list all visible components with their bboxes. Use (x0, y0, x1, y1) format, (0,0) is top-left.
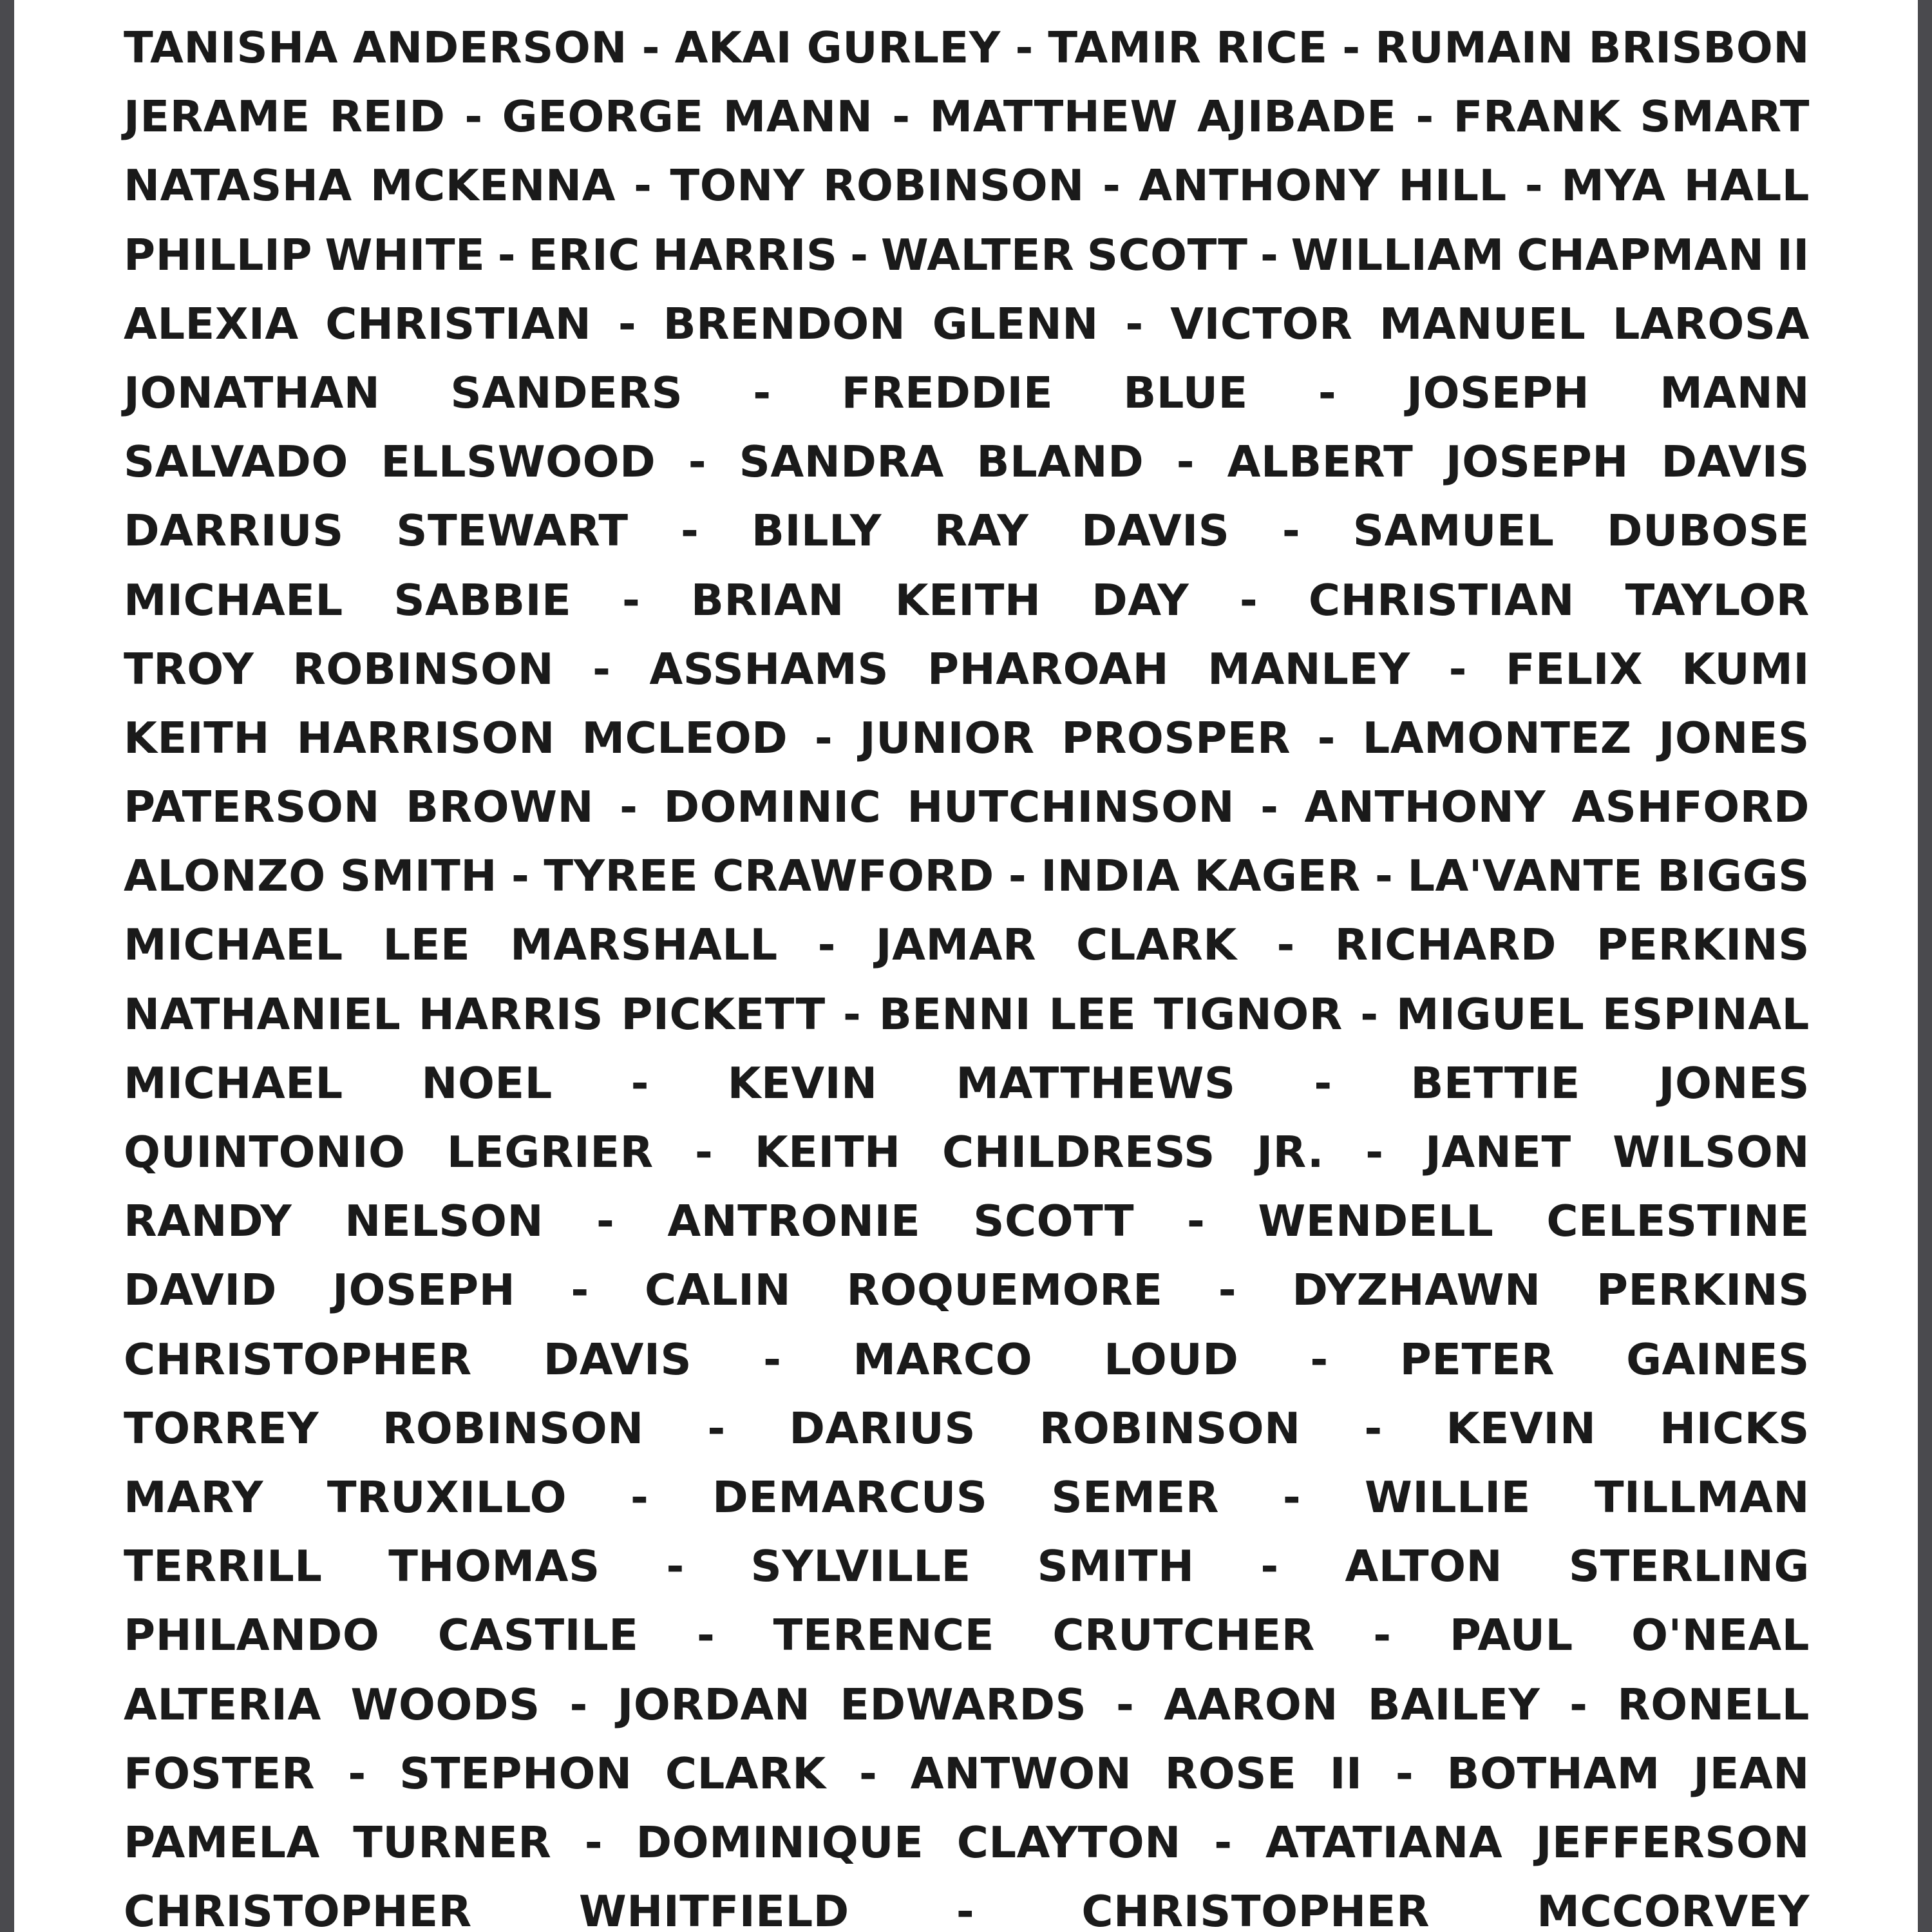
name-word: RAY (934, 506, 1029, 556)
name-word: ANTRONIE (667, 1196, 921, 1247)
name-word: LAROSA (1612, 298, 1810, 349)
name-word: KEITH (124, 712, 270, 763)
name-word: RICE (1216, 23, 1328, 73)
name-separator: - (681, 506, 699, 556)
name-word: CLARK (1075, 920, 1237, 971)
name-word: JONATHAN (124, 367, 381, 418)
name-word: DEMARCUS (712, 1472, 988, 1522)
name-word: CHRISTOPHER (1081, 1886, 1430, 1932)
name-word: CHAPMAN (1517, 229, 1765, 280)
name-separator: - (666, 1541, 685, 1592)
name-separator: - (1008, 851, 1027, 902)
name-word: SAMUEL (1352, 506, 1555, 556)
name-word: KUMI (1681, 643, 1810, 694)
name-word: MICHAEL (124, 1057, 343, 1108)
name-word: WHITFIELD (578, 1886, 849, 1932)
name-line (124, 91, 1810, 160)
name-separator: - (956, 1886, 975, 1932)
name-word: HALL (1683, 160, 1810, 211)
name-word: THOMAS (388, 1541, 600, 1592)
name-line (124, 850, 1810, 919)
name-separator: - (696, 1610, 715, 1661)
name-word: BOTHAM (1446, 1748, 1660, 1799)
name-word: DOMINIQUE (636, 1817, 924, 1868)
name-word: EDWARDS (840, 1679, 1087, 1730)
name-word: BRIAN (690, 574, 844, 625)
name-word: BAILEY (1367, 1679, 1540, 1730)
name-word: HARRIS (652, 229, 838, 280)
name-word: TERENCE (773, 1610, 994, 1661)
name-separator: - (1116, 1679, 1135, 1730)
name-word: TONY (670, 160, 805, 211)
name-word: AARON (1164, 1679, 1338, 1730)
name-separator: - (1365, 1127, 1384, 1177)
name-separator: - (620, 782, 638, 833)
name-word: CHRISTIAN (1308, 574, 1575, 625)
name-separator: - (1364, 1403, 1383, 1454)
name-separator: - (1214, 1817, 1233, 1868)
name-separator: - (511, 851, 530, 902)
left-page-edge (0, 0, 14, 1932)
name-word: AKAI (674, 23, 793, 73)
name-word: RICHARD (1334, 920, 1557, 971)
name-separator: - (1395, 1748, 1414, 1799)
name-word: KEITH (895, 574, 1041, 625)
name-word: DAVIS (1661, 437, 1810, 488)
name-line (124, 1195, 1810, 1264)
name-separator: - (1102, 160, 1121, 211)
name-word: WENDELL (1258, 1196, 1494, 1247)
name-word: ERIC (528, 229, 640, 280)
name-line (124, 1540, 1810, 1609)
name-word: LEGRIER (446, 1127, 654, 1177)
name-word: REID (329, 91, 446, 142)
name-separator: - (584, 1817, 603, 1868)
name-word: STEWART (396, 506, 629, 556)
name-word: TILLMAN (1594, 1472, 1810, 1522)
name-separator: - (464, 91, 483, 142)
name-word: TIGNOR (1153, 989, 1343, 1039)
name-word: BENNI (878, 989, 1032, 1039)
name-word: FRANK (1453, 91, 1621, 142)
name-word: BIGGS (1657, 851, 1810, 902)
name-word: JOSEPH (1445, 437, 1629, 488)
name-word: JEFFERSON (1535, 1817, 1810, 1868)
name-word: PHILANDO (124, 1610, 380, 1661)
name-separator: - (1360, 989, 1379, 1039)
name-word: TYREE (544, 851, 699, 902)
name-word: KEVIN (1446, 1403, 1596, 1454)
name-separator: - (1015, 23, 1034, 73)
name-word: TURNER (353, 1817, 552, 1868)
name-word: SMART (1640, 91, 1810, 142)
name-word: DYZHAWN (1292, 1265, 1541, 1316)
name-separator: - (1569, 1679, 1588, 1730)
name-word: BRISBON (1588, 23, 1810, 73)
name-word: VICTOR (1170, 298, 1353, 349)
name-word: MCCORVEY (1537, 1886, 1810, 1932)
name-line (124, 1748, 1810, 1817)
name-separator: - (1314, 1057, 1332, 1108)
name-word: CLARK (665, 1748, 826, 1799)
name-word: KEITH (754, 1127, 901, 1177)
name-word: FOSTER (124, 1748, 316, 1799)
name-word: CASTILE (437, 1610, 639, 1661)
name-word: PETER (1399, 1334, 1555, 1385)
name-line (124, 160, 1810, 229)
name-line (124, 1057, 1810, 1126)
name-word: KAGER (1194, 851, 1361, 902)
name-line (124, 1609, 1810, 1678)
name-word: MARCO (853, 1334, 1033, 1385)
name-word: HUTCHINSON (907, 782, 1235, 833)
name-word: MATTHEW (929, 91, 1179, 142)
name-line (124, 1264, 1810, 1333)
name-word: WALTER (880, 229, 1075, 280)
name-word: MCLEOD (582, 712, 788, 763)
name-word: ASSHAMS (649, 643, 889, 694)
name-word: ALBERT (1227, 437, 1414, 488)
name-line (124, 298, 1810, 367)
name-word: LOUD (1104, 1334, 1239, 1385)
name-line (124, 712, 1810, 781)
name-word: INDIA (1041, 851, 1180, 902)
name-separator: - (1448, 643, 1467, 694)
name-word: SCOTT (1086, 229, 1248, 280)
name-word: NATASHA (124, 160, 352, 211)
name-word: MATTHEWS (956, 1057, 1236, 1108)
name-separator: - (1125, 298, 1144, 349)
name-word: PATERSON (124, 782, 380, 833)
name-word: ANTHONY (1139, 160, 1381, 211)
name-separator: - (348, 1748, 366, 1799)
names-list (124, 22, 1810, 1932)
name-word: SCOTT (973, 1196, 1135, 1247)
name-separator: - (1260, 1541, 1279, 1592)
name-word: SEMER (1051, 1472, 1219, 1522)
name-separator: - (1310, 1334, 1329, 1385)
name-word: NOEL (421, 1057, 553, 1108)
name-word: LAMONTEZ (1362, 712, 1632, 763)
name-separator: - (763, 1334, 782, 1385)
name-separator: - (1276, 920, 1295, 971)
name-separator: - (641, 23, 660, 73)
name-word: JOSEPH (1406, 367, 1590, 418)
name-word: MANLEY (1208, 643, 1410, 694)
name-word: NATHANIEL (124, 989, 401, 1039)
name-word: MANN (723, 91, 873, 142)
name-word: DARIUS (789, 1403, 976, 1454)
name-word: JOSEPH (332, 1265, 516, 1316)
name-word: CALIN (644, 1265, 791, 1316)
name-word: WHITE (325, 229, 486, 280)
name-word: RUMAIN (1375, 23, 1574, 73)
name-word: DAVID (124, 1265, 277, 1316)
name-separator: - (892, 91, 911, 142)
name-word: FREDDIE (841, 367, 1054, 418)
name-word: HARRIS (418, 989, 603, 1039)
name-word: QUINTONIO (124, 1127, 406, 1177)
name-line (124, 643, 1810, 712)
name-line (124, 1679, 1810, 1748)
name-word: RANDY (124, 1196, 292, 1247)
name-separator: - (1187, 1196, 1206, 1247)
name-word: SYLVILLE (750, 1541, 971, 1592)
name-word: TRUXILLO (327, 1472, 567, 1522)
name-word: WOODS (350, 1679, 540, 1730)
name-word: HARRISON (296, 712, 555, 763)
name-line (124, 1403, 1810, 1472)
name-word: DAVIS (543, 1334, 692, 1385)
name-word: PROSPER (1061, 712, 1291, 763)
name-separator: - (569, 1679, 588, 1730)
name-word: LA'VANTE (1407, 851, 1643, 902)
name-line (124, 1126, 1810, 1195)
name-word: DARRIUS (124, 506, 344, 556)
name-separator: - (1524, 160, 1544, 211)
name-word: SMITH (339, 851, 497, 902)
name-separator: - (1282, 506, 1301, 556)
name-separator: - (1317, 712, 1336, 763)
name-word: ANDERSON (352, 23, 627, 73)
name-word: MYA (1561, 160, 1666, 211)
name-separator: - (571, 1265, 589, 1316)
name-word: ATATIANA (1265, 1817, 1503, 1868)
name-word: AJIBADE (1197, 91, 1397, 142)
name-separator: - (630, 1057, 649, 1108)
name-word: SANDERS (450, 367, 683, 418)
name-separator: - (596, 1196, 615, 1247)
name-word: ALONZO (124, 851, 326, 902)
name-separator: - (850, 229, 869, 280)
name-word: ALEXIA (124, 298, 299, 349)
name-word: JEAN (1693, 1748, 1810, 1799)
name-line (124, 574, 1810, 643)
name-separator: - (618, 298, 637, 349)
name-word: JORDAN (617, 1679, 811, 1730)
name-separator: - (630, 1472, 649, 1522)
name-word: ROBINSON (1039, 1403, 1301, 1454)
name-word: HILL (1398, 160, 1507, 211)
name-word: JAMAR (875, 920, 1037, 971)
name-line (124, 22, 1810, 91)
name-word: KEVIN (727, 1057, 878, 1108)
name-word: CELESTINE (1546, 1196, 1810, 1247)
name-separator: - (1218, 1265, 1237, 1316)
name-word: SABBIE (393, 574, 572, 625)
name-word: PICKETT (621, 989, 826, 1039)
name-line (124, 1334, 1810, 1403)
name-word: WILLIE (1365, 1472, 1531, 1522)
name-separator: - (634, 160, 652, 211)
name-word: MIGUEL (1396, 989, 1585, 1039)
name-word: ALTERIA (124, 1679, 321, 1730)
name-word: SALVADO (124, 437, 348, 488)
name-word: DAVIS (1081, 506, 1230, 556)
name-word: FELIX (1505, 643, 1643, 694)
name-word: NELSON (345, 1196, 544, 1247)
name-word: GLENN (932, 298, 1099, 349)
name-word: MICHAEL (124, 574, 343, 625)
name-word: HICKS (1660, 1403, 1810, 1454)
name-word: JUNIOR (859, 712, 1035, 763)
name-line (124, 1472, 1810, 1540)
name-line (124, 436, 1810, 505)
name-word: CRAWFORD (712, 851, 994, 902)
name-word: ASHFORD (1571, 782, 1810, 833)
name-word: MARSHALL (510, 920, 778, 971)
name-word: TAMIR (1048, 23, 1202, 73)
name-word: TROY (124, 643, 254, 694)
name-word: MARY (124, 1472, 263, 1522)
name-separator: - (497, 229, 516, 280)
name-line (124, 781, 1810, 850)
name-word: ROSE (1164, 1748, 1297, 1799)
name-separator: - (1260, 782, 1279, 833)
name-separator: - (1239, 574, 1258, 625)
name-word: CRUTCHER (1052, 1610, 1315, 1661)
name-separator: - (814, 712, 833, 763)
name-separator: - (859, 1748, 878, 1799)
name-word: STEPHON (399, 1748, 632, 1799)
name-line (124, 919, 1810, 988)
name-word: SMITH (1037, 1541, 1195, 1592)
name-word: MCKENNA (370, 160, 616, 211)
name-word: WILSON (1613, 1127, 1810, 1177)
name-word: BRENDON (663, 298, 906, 349)
name-word: MICHAEL (124, 920, 343, 971)
name-word: BLUE (1123, 367, 1248, 418)
name-word: JONES (1658, 712, 1810, 763)
name-separator: - (1318, 367, 1337, 418)
name-word: LEE (383, 920, 471, 971)
name-word: JERAME (124, 91, 310, 142)
name-line (124, 367, 1810, 436)
name-line (124, 229, 1810, 298)
name-separator: - (1373, 1610, 1392, 1661)
name-word: ROBINSON (292, 643, 554, 694)
name-word: ROQUEMORE (846, 1265, 1163, 1316)
name-line (124, 505, 1810, 574)
name-word: PAUL (1449, 1610, 1573, 1661)
name-word: ELLSWOOD (381, 437, 656, 488)
name-word: ANTWON (910, 1748, 1132, 1799)
name-word: MANN (1660, 367, 1810, 418)
name-word: GURLEY (806, 23, 1001, 73)
name-word: MANUEL (1379, 298, 1586, 349)
name-separator: - (1282, 1472, 1302, 1522)
name-word: DUBOSE (1606, 506, 1810, 556)
name-word: TERRILL (124, 1541, 323, 1592)
name-word: CHRISTOPHER (124, 1334, 472, 1385)
name-word: PHILLIP (124, 229, 313, 280)
name-word: PHAROAH (927, 643, 1170, 694)
name-separator: - (817, 920, 836, 971)
name-word: CHRISTIAN (325, 298, 592, 349)
name-word: ROBINSON (822, 160, 1084, 211)
name-word: TORREY (124, 1403, 319, 1454)
name-word: SANDRA (739, 437, 944, 488)
name-separator: - (621, 574, 641, 625)
name-word: PAMELA (124, 1817, 320, 1868)
name-word: LEE (1048, 989, 1137, 1039)
name-word: II (1329, 1748, 1363, 1799)
name-word: GAINES (1626, 1334, 1810, 1385)
name-word: TANISHA (124, 23, 339, 73)
name-word: JANET (1425, 1127, 1571, 1177)
name-word: CHILDRESS (942, 1127, 1215, 1177)
name-line (124, 1886, 1810, 1932)
name-separator: - (688, 437, 707, 488)
name-word: RONELL (1617, 1679, 1810, 1730)
name-word: GEORGE (502, 91, 704, 142)
name-word: WILLIAM (1291, 229, 1504, 280)
name-word: JR. (1256, 1127, 1324, 1177)
name-separator: - (1374, 851, 1394, 902)
name-word: DAY (1092, 574, 1189, 625)
name-word: ALTON (1345, 1541, 1503, 1592)
name-word: ANTHONY (1304, 782, 1546, 833)
name-word: JONES (1658, 1057, 1810, 1108)
name-word: BILLY (751, 506, 882, 556)
name-word: ESPINAL (1602, 989, 1810, 1039)
name-word: BROWN (406, 782, 594, 833)
name-separator: - (753, 367, 772, 418)
name-word: II (1777, 229, 1810, 280)
name-line (124, 1817, 1810, 1886)
name-separator: - (592, 643, 611, 694)
name-separator: - (695, 1127, 714, 1177)
name-separator: - (707, 1403, 726, 1454)
name-separator: - (1416, 91, 1434, 142)
name-word: O'NEAL (1631, 1610, 1810, 1661)
name-word: PERKINS (1596, 920, 1810, 971)
name-separator: - (1260, 229, 1279, 280)
name-word: STERLING (1568, 1541, 1810, 1592)
right-page-edge (1918, 0, 1932, 1932)
name-word: CLAYTON (956, 1817, 1181, 1868)
name-word: BETTIE (1410, 1057, 1580, 1108)
name-word: TAYLOR (1625, 574, 1810, 625)
name-word: CHRISTOPHER (124, 1886, 472, 1932)
name-word: BLAND (976, 437, 1144, 488)
name-word: ROBINSON (382, 1403, 644, 1454)
name-word: PERKINS (1596, 1265, 1810, 1316)
name-line (124, 989, 1810, 1057)
name-word: DOMINIC (663, 782, 882, 833)
name-separator: - (843, 989, 862, 1039)
name-separator: - (1342, 23, 1361, 73)
name-separator: - (1176, 437, 1195, 488)
